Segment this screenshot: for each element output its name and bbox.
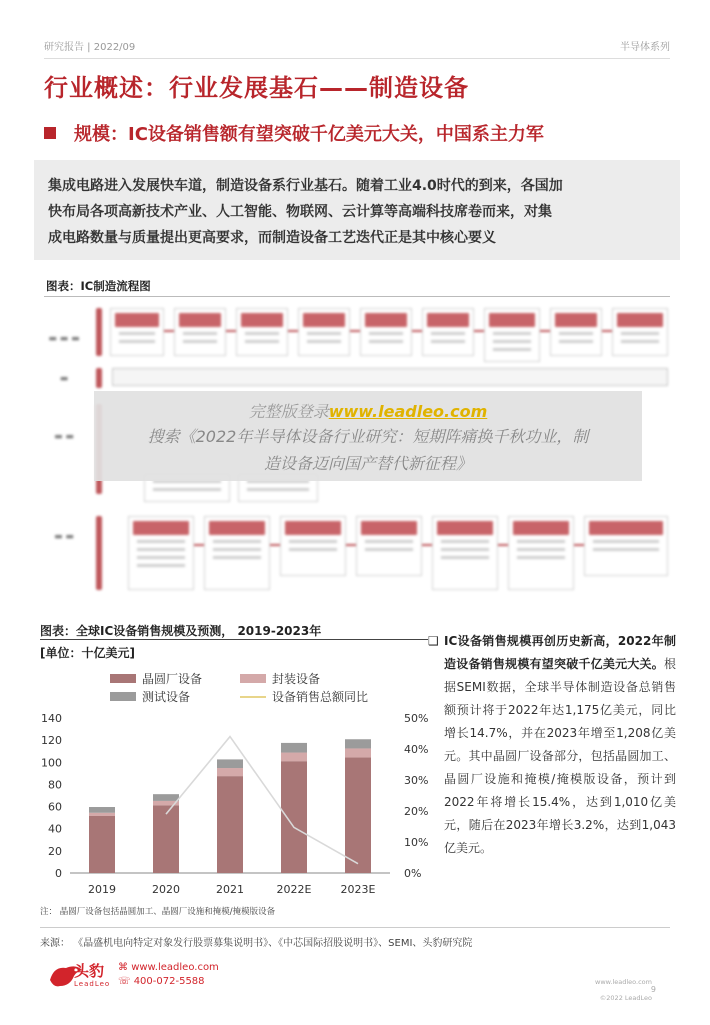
section-subtitle	[44, 120, 544, 146]
chart-divider	[40, 639, 428, 640]
section-subtitle-text: 规模：IC设备销售额有望突破千亿美元大关，中国系主力军	[74, 124, 544, 145]
bar-segment	[345, 758, 371, 873]
flow-box	[280, 516, 346, 576]
footer-website-text: www.leadleo.com	[131, 962, 219, 973]
header-divider	[44, 58, 670, 59]
flow-arrow	[474, 330, 484, 332]
flow-box	[110, 308, 164, 356]
watermark-link[interactable]: www.leadleo.com	[328, 402, 488, 421]
y-tick-label: 120	[41, 734, 62, 748]
flow-arrow	[540, 330, 550, 332]
y2-tick-label: 50%	[404, 712, 428, 725]
sales-chart	[34, 708, 428, 898]
flow-box	[550, 308, 602, 356]
flow-box	[360, 308, 412, 356]
bar-segment	[281, 743, 307, 753]
legend-line-swatch	[240, 696, 266, 698]
y2-tick-label: 40%	[404, 743, 428, 756]
globe-icon: ⌘	[118, 962, 132, 973]
bar-segment	[89, 807, 115, 813]
legend-swatch	[110, 674, 136, 683]
legend-item	[110, 670, 202, 687]
watermark-line3: 造设备迈向国产替代新征程》	[263, 454, 472, 473]
x-tick-label: 2021	[216, 883, 244, 896]
y-tick-label: 80	[48, 778, 62, 792]
source-text: 来源： 《晶盛机电向特定对象发行股票募集说明书》、《中芯国际招股说明书》、SEMI、头豹研究院	[40, 938, 473, 949]
y-tick-label: 100	[41, 756, 62, 770]
flow-arrow	[412, 330, 422, 332]
yoy-growth-line	[166, 737, 358, 864]
flow-row-label: ▬	[59, 374, 69, 384]
flow-arrow	[288, 330, 298, 332]
flow-row-marker	[96, 516, 102, 590]
chart-note: 注： 晶圆厂设备包括晶圆加工、晶圆厂设施和掩模/掩模版设备	[40, 907, 276, 917]
intro-line: 快布局各项高新技术产业、人工智能、物联网、云计算等高端科技席卷而来，对集	[48, 204, 552, 220]
watermark-line1	[94, 399, 642, 422]
footer-website[interactable]	[118, 962, 219, 973]
flow-row-marker	[96, 308, 102, 356]
figure1-divider	[44, 296, 670, 297]
brand-name: 头豹	[74, 962, 105, 980]
legend-item	[240, 670, 320, 687]
legend-label: 晶圆厂设备	[142, 672, 203, 686]
side-body	[428, 630, 676, 860]
flow-arrow	[194, 544, 204, 546]
side-commentary	[428, 630, 676, 860]
page-title: 行业概述：行业发展基石——制造设备	[44, 74, 469, 102]
bar-segment	[217, 768, 243, 776]
y2-tick-label: 20%	[404, 805, 428, 818]
bar-segment	[281, 753, 307, 762]
footer-phone	[118, 976, 205, 987]
flow-box	[356, 516, 422, 576]
y-tick-label: 40	[48, 822, 62, 836]
footer-right-url: www.leadleo.com	[595, 978, 652, 986]
flow-box	[484, 308, 540, 362]
flow-arrow	[350, 330, 360, 332]
footer-phone-text: 400-072-5588	[133, 976, 205, 987]
side-bold-text: IC设备销售规模再创历史新高，2022年制造设备销售规模有望突破千亿美元大关。	[444, 634, 676, 671]
flow-box	[432, 516, 498, 590]
flow-box	[584, 516, 668, 576]
x-tick-label: 2022E	[276, 883, 312, 896]
side-body-text: 根据SEMI数据，全球半导体制造设备总销售额预计将于2022年达1,175亿美元，同比增长14.7%，并在2023年增至1,208亿美元。其中晶圆厂设备部分，包括晶圆加工、晶圆厂设施和掩模/掩模版设备，预计到2022年将增长15.4%，达到1,010亿美元，随后在2023年增长3.2%，达到1,043亿美元。	[444, 657, 676, 855]
y-tick-label: 60	[48, 800, 62, 814]
flow-box	[298, 308, 350, 356]
chart-title: 图表：全球IC设备销售规模及预测， 2019-2023年	[40, 624, 322, 638]
flow-box	[422, 308, 474, 356]
flow-row-label: ▬ ▬ ▬	[48, 334, 80, 344]
x-tick-label: 2023E	[340, 883, 376, 896]
bar-segment	[345, 748, 371, 757]
legend-swatch	[110, 692, 136, 701]
flow-box	[204, 516, 270, 590]
bar-segment	[217, 759, 243, 768]
flow-arrow	[164, 330, 174, 332]
watermark-prefix: 完整版登录	[248, 402, 329, 421]
bar-segment	[153, 794, 179, 801]
bar-segment	[89, 813, 115, 816]
report-meta: 研究报告 | 2022/09	[44, 42, 136, 53]
y2-tick-label: 10%	[404, 836, 428, 849]
watermark-banner	[94, 391, 642, 481]
bar-segment	[89, 816, 115, 873]
bar-segment	[345, 739, 371, 748]
legend-item	[110, 688, 190, 705]
flow-arrow	[574, 544, 584, 546]
y-tick-label: 140	[41, 712, 62, 725]
y2-tick-label: 0%	[404, 867, 422, 880]
flow-box	[508, 516, 574, 590]
flow-box	[236, 308, 288, 356]
source-divider	[40, 927, 670, 928]
flow-row-label: ▬ ▬	[54, 532, 74, 542]
flow-box	[128, 516, 194, 590]
intro-line: 成电路数量与质量提出更高要求，而制造设备工艺迭代正是其中核心要义	[48, 230, 496, 246]
flow-arrow	[602, 330, 612, 332]
legend-swatch	[240, 674, 266, 683]
brand-name-en: LeadLeo	[74, 980, 111, 988]
legend-label: 设备销售总额同比	[272, 690, 369, 704]
figure1-label: 图表：IC制造流程图	[46, 279, 151, 293]
bar-segment	[153, 805, 179, 873]
flow-arrow	[498, 544, 508, 546]
legend-label: 测试设备	[142, 690, 191, 704]
copyright: ©2022 LeadLeo	[599, 994, 652, 1002]
square-bullet-icon	[44, 127, 56, 139]
flow-row-label: ▬ ▬	[54, 432, 74, 442]
y2-tick-label: 30%	[404, 774, 428, 787]
flow-box	[174, 308, 226, 356]
x-tick-label: 2019	[88, 883, 116, 896]
flow-design-bar	[112, 368, 668, 386]
flow-arrow	[346, 544, 356, 546]
flow-arrow	[226, 330, 236, 332]
legend-label: 封装设备	[272, 672, 321, 686]
flow-row-marker	[96, 368, 102, 388]
x-tick-label: 2020	[152, 883, 180, 896]
phone-icon: ☏	[118, 976, 134, 987]
intro-box	[34, 160, 680, 260]
flow-arrow	[270, 544, 280, 546]
page-header	[44, 38, 670, 56]
watermark-line2: 搜索《2022年半导体设备行业研究：短期阵痛换千秋功业，制	[147, 427, 589, 446]
flow-arrow	[422, 544, 432, 546]
bar-segment	[217, 776, 243, 873]
series-name: 半导体系列	[620, 42, 670, 53]
intro-line: 集成电路进入发展快车道，制造设备系行业基石。随着工业4.0时代的到来，各国加	[48, 178, 563, 194]
bar-segment	[281, 761, 307, 873]
checkbox-bullet-icon: ❑	[428, 634, 439, 648]
y-tick-label: 0	[55, 867, 62, 880]
flow-box	[612, 308, 668, 356]
chart-unit: [单位：十亿美元]	[40, 646, 135, 660]
page-number: 9	[650, 985, 656, 994]
legend-item	[240, 688, 368, 705]
y-tick-label: 20	[48, 844, 62, 858]
